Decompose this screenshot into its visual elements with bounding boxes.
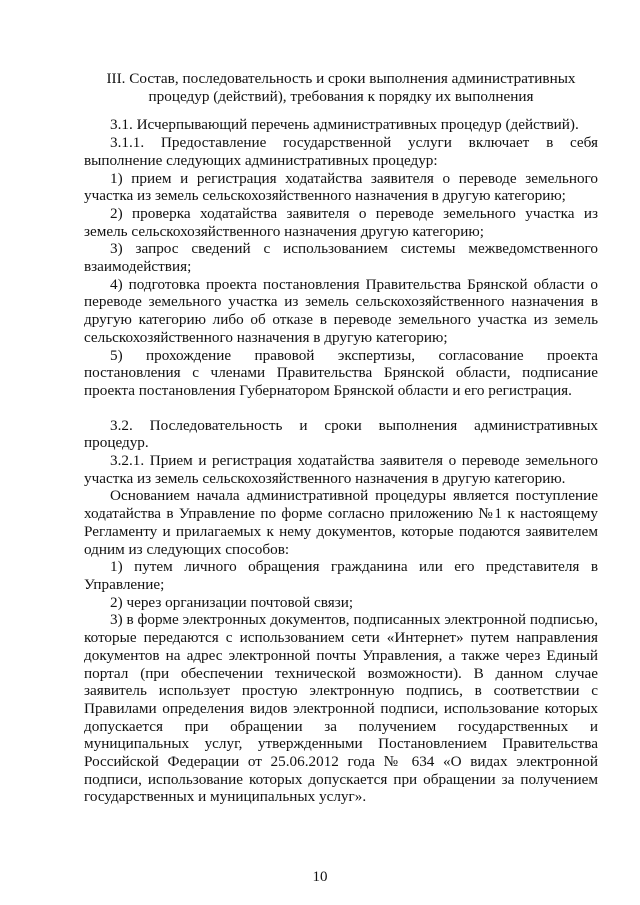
paragraph-basis: Основанием начала административной процедуры является поступление ходатайства в Управление по форме согласно приложению №1 к настоящему Регламенту и прилагаемых к нему документов, которые подаются заявителем одним из следующих способов: [84, 487, 598, 558]
paragraph-3-2: 3.2. Последовательность и сроки выполнения административных процедур. [84, 416, 598, 452]
section-title-line-1: III. Состав, последовательность и сроки выполнения административных [106, 70, 576, 87]
method-item-3: 3) в форме электронных документов, подписанных электронной подписью, которые передаются с использованием сети «Интернет» путем направления документов на адрес электронной почты Управления, а также через Единый портал (при обеспечении технической возможности). В данном случае заявитель использует простую электронную подпись, в соответствии с Правилами определения видов электронной подписи, использование которых допускается при обращении за получением государственных и муниципальных услуг, утвержденными Постановлением Правительства Российской Федерации от 25.06.2012 года № 634 «О видах электронной подписи, использование которых допускается при обращении за получением государственных и муниципальных услуг». [84, 611, 598, 806]
paragraph-gap [84, 400, 598, 417]
document-body [84, 70, 598, 806]
list-item-3: 3) запрос сведений с использованием системы межведомственного взаимодействия; [84, 240, 598, 276]
page-number: 10 [312, 869, 328, 885]
list-item-1: 1) прием и регистрация ходатайства заявителя о переводе земельного участка из земель сельскохозяйственного назначения в другую категорию; [84, 169, 598, 205]
paragraph-3-2-1: 3.2.1. Прием и регистрация ходатайства заявителя о переводе земельного участка из земель сельскохозяйственного назначения в другую категорию. [84, 452, 598, 487]
list-item-5: 5) прохождение правовой экспертизы, согласование проекта постановления с членами Правительства Брянской области, подписание проекта постановления Губернатором Брянской области и его регистрация. [84, 346, 598, 399]
paragraph-3-1: 3.1. Исчерпывающий перечень административных процедур (действий). [110, 116, 579, 134]
section-title-line-2: процедур (действий), требования к порядку их выполнения [148, 87, 534, 105]
list-item-2: 2) проверка ходатайства заявителя о переводе земельного участка из земель сельскохозяйственного назначения другую категорию; [84, 204, 598, 240]
method-item-2: 2) через организации почтовой связи; [110, 593, 354, 611]
paragraph-3-1-1: 3.1.1. Предоставление государственной услуги включает в себя выполнение следующих административных процедур: [84, 134, 598, 169]
section-title [84, 70, 598, 105]
list-item-4: 4) подготовка проекта постановления Правительства Брянской области о переводе земельного участка из земель сельскохозяйственного назначения в другую категорию либо об отказе в переводе земельного участка из земель сельскохозяйственного назначения в другую категорию; [84, 275, 598, 346]
method-item-1: 1) путем личного обращения гражданина или его представителя в Управление; [84, 558, 598, 593]
